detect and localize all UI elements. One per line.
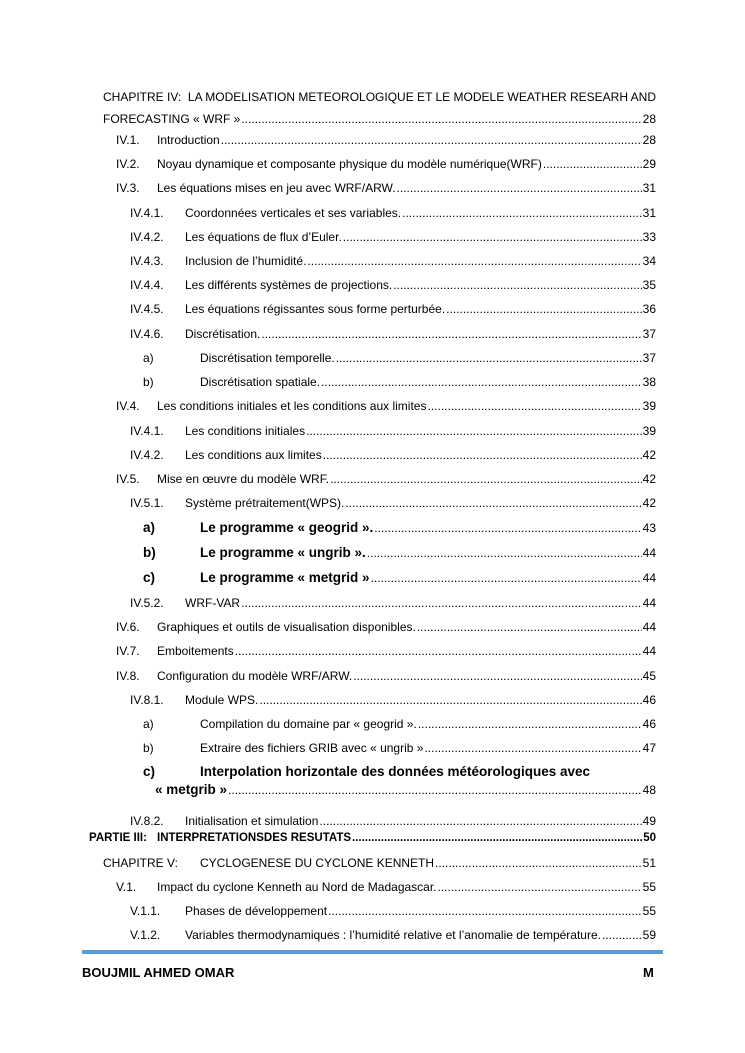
leader-dots	[328, 904, 642, 919]
leader-dots	[371, 571, 642, 586]
toc-page: 44	[642, 546, 656, 560]
toc-entry[interactable]	[130, 814, 656, 829]
toc-number: IV.4.	[116, 399, 140, 413]
leader-dots	[353, 669, 641, 684]
toc-number: V.1.2.	[130, 928, 161, 942]
toc-entry[interactable]	[116, 669, 656, 684]
toc-number: IV.1.	[116, 133, 140, 147]
toc-page: 44	[642, 571, 656, 585]
toc-entry[interactable]	[143, 764, 656, 798]
toc-entry[interactable]	[103, 856, 656, 871]
toc-title: WRF-VAR	[185, 596, 241, 610]
toc-number: IV.4.1.	[130, 424, 164, 438]
toc-title: Discrétisation spatiale.	[200, 375, 321, 389]
toc-entry[interactable]	[130, 693, 656, 708]
toc-page: 55	[642, 880, 656, 894]
leader-dots	[259, 693, 641, 708]
toc-number: CHAPITRE V:	[103, 856, 178, 870]
toc-title: Les équations régissantes sous forme perturbée.	[185, 302, 446, 316]
toc-number: IV.8.1.	[130, 693, 164, 707]
toc-page: 44	[642, 644, 656, 658]
toc-title: Interpolation horizontale des données météorologiques avec	[200, 764, 591, 779]
toc-title: INTERPRETATIONSDES RESUTATS	[157, 832, 352, 844]
toc-page: 39	[642, 399, 656, 413]
toc-entry[interactable]	[130, 904, 656, 919]
toc-entry[interactable]	[130, 424, 656, 439]
toc-title: Emboitements	[157, 644, 234, 658]
leader-dots	[393, 278, 641, 293]
toc-page: 44	[642, 620, 656, 634]
toc-title: Configuration du modèle WRF/ARW.	[157, 669, 353, 683]
toc-number: a)	[143, 520, 156, 535]
toc-number: IV.4.5.	[130, 302, 164, 316]
toc-page: 46	[642, 693, 656, 707]
toc-number: IV.8.	[116, 669, 140, 683]
toc-number: a)	[143, 717, 154, 731]
toc-entry[interactable]	[116, 157, 656, 172]
toc-title: Introduction	[157, 133, 220, 147]
toc-title: Les équations de flux d’Euler.	[185, 230, 342, 244]
toc-title: Impact du cyclone Kenneth au Nord de Madagascar.	[157, 880, 437, 894]
toc-number: IV.4.3.	[130, 254, 164, 268]
leader-dots	[424, 741, 641, 756]
toc-entry[interactable]	[116, 399, 656, 414]
toc-page: 31	[642, 206, 656, 220]
leader-dots	[345, 496, 641, 511]
toc-title: Les conditions initiales et les conditions aux limites	[157, 399, 427, 413]
toc-page: 37	[642, 327, 656, 341]
toc-number: IV.6.	[116, 620, 140, 634]
toc-page: 42	[642, 472, 656, 486]
toc-page: 44	[642, 596, 656, 610]
leader-dots	[374, 521, 641, 536]
toc-number: c)	[143, 764, 156, 779]
toc-title-continued: FORECASTING « WRF »	[103, 112, 241, 126]
toc-number: IV.5.1.	[130, 496, 164, 510]
leader-dots	[343, 230, 642, 245]
leader-dots	[330, 472, 642, 487]
toc-entry[interactable]	[89, 831, 656, 846]
toc-entry[interactable]	[130, 278, 656, 293]
leader-dots	[319, 814, 641, 829]
footer-page-mark: M	[643, 965, 654, 980]
toc-number: IV.3.	[116, 181, 140, 195]
leader-dots	[397, 181, 642, 196]
toc-page: 28	[642, 133, 656, 147]
toc-entry[interactable]	[130, 254, 656, 269]
footer-divider	[82, 950, 663, 954]
leader-dots	[235, 644, 642, 659]
toc-number: IV.5.	[116, 472, 140, 486]
toc-number: V.1.1.	[130, 904, 161, 918]
leader-dots	[307, 254, 641, 269]
leader-dots	[323, 448, 642, 463]
toc-number: IV.4.2.	[130, 448, 164, 462]
toc-page: 37	[642, 351, 656, 365]
leader-dots	[336, 351, 642, 366]
toc-entry[interactable]	[116, 181, 656, 196]
toc-page: 35	[642, 278, 656, 292]
toc-entry[interactable]	[116, 133, 656, 148]
toc-entry[interactable]	[130, 230, 656, 245]
leader-dots	[306, 424, 642, 439]
footer-author: BOUJMIL AHMED OMAR	[82, 965, 235, 980]
toc-page: 46	[642, 717, 656, 731]
toc-title: Discrétisation.	[185, 327, 261, 341]
toc-entry[interactable]	[130, 928, 656, 943]
toc-number: IV.4.6.	[130, 327, 164, 341]
leader-dots	[241, 112, 641, 127]
toc-entry[interactable]	[116, 620, 656, 635]
toc-title: Graphiques et outils de visualisation disponibles.	[157, 620, 416, 634]
leader-dots	[321, 375, 642, 390]
toc-title: Le programme « geogrid ».	[200, 520, 374, 535]
leader-dots	[367, 546, 642, 561]
toc-title-continued: « metgrib »	[155, 782, 228, 797]
toc-number: IV.5.2.	[130, 596, 164, 610]
toc-entry[interactable]	[103, 90, 656, 127]
leader-dots	[438, 880, 642, 895]
toc-entry[interactable]	[143, 520, 656, 536]
leader-dots	[228, 783, 642, 798]
leader-dots	[418, 717, 642, 732]
toc-entry[interactable]	[130, 327, 656, 342]
toc-number: CHAPITRE IV:	[103, 90, 182, 104]
leader-dots	[427, 399, 641, 414]
toc-entry[interactable]	[116, 472, 656, 487]
toc-page: 31	[642, 181, 656, 195]
toc-number: IV.8.2.	[130, 814, 164, 828]
leader-dots	[435, 856, 642, 871]
toc-number: V.1.	[116, 880, 137, 894]
toc-number: IV.4.2.	[130, 230, 164, 244]
toc-number: b)	[143, 545, 156, 560]
toc-page: 47	[642, 741, 656, 755]
toc-page: 50	[643, 832, 656, 844]
leader-dots	[402, 206, 642, 221]
toc-page: 45	[642, 669, 656, 683]
toc-page: 49	[642, 814, 656, 828]
toc-page: 36	[642, 302, 656, 316]
toc-page: 51	[642, 856, 656, 870]
toc-title: Variables thermodynamiques : l’humidité relative et l’anomalie de température.	[185, 928, 601, 942]
toc-title: Les conditions aux limites	[185, 448, 322, 462]
toc-entry[interactable]	[130, 596, 656, 611]
toc-title: Inclusion de l’humidité.	[185, 254, 307, 268]
toc-entry[interactable]	[143, 351, 656, 366]
toc-number: b)	[143, 741, 154, 755]
toc-page: 42	[642, 496, 656, 510]
toc-title: Système prétraitement(WPS).	[185, 496, 345, 510]
toc-title: LA MODELISATION METEOROLOGIQUE ET LE MODELE WEATHER RESEARH AND	[187, 90, 656, 104]
toc-page: 29	[642, 157, 656, 171]
toc-entry[interactable]	[130, 496, 656, 511]
toc-page: 59	[642, 928, 656, 942]
toc-entry[interactable]	[143, 717, 656, 732]
toc-number: b)	[143, 375, 154, 389]
toc-title: CYCLOGENESE DU CYCLONE KENNETH	[200, 856, 435, 870]
toc-number: IV.7.	[116, 644, 140, 658]
toc-entry[interactable]	[143, 570, 656, 586]
leader-dots	[543, 157, 642, 172]
toc-title: Mise en œuvre du modèle WRF.	[157, 472, 330, 486]
toc-page: 42	[642, 448, 656, 462]
toc-page: 33	[642, 230, 656, 244]
toc-entry[interactable]	[143, 375, 656, 390]
toc-title: Discrétisation temporelle.	[200, 351, 335, 365]
toc-entry[interactable]	[130, 206, 656, 221]
leader-dots	[261, 327, 641, 342]
toc-entry[interactable]	[143, 545, 656, 561]
leader-dots	[417, 620, 642, 635]
toc-page: 43	[642, 521, 656, 535]
toc-title: Module WPS.	[185, 693, 259, 707]
toc-number: PARTIE III:	[89, 832, 147, 844]
toc-page: 39	[642, 424, 656, 438]
toc-title: Le programme « metgrid »	[200, 570, 370, 585]
toc-entry[interactable]	[130, 448, 656, 463]
toc-page: 34	[642, 254, 656, 268]
toc-page: 55	[642, 904, 656, 918]
toc-title: Coordonnées verticales et ses variables.	[185, 206, 402, 220]
toc-page: 38	[642, 375, 656, 389]
toc-number: IV.4.1.	[130, 206, 164, 220]
leader-dots	[602, 928, 642, 943]
toc-title: Les conditions initiales	[185, 424, 306, 438]
toc-entry[interactable]	[130, 302, 656, 317]
toc-entry[interactable]	[116, 644, 656, 659]
leader-dots	[446, 302, 641, 317]
toc-number: IV.4.4.	[130, 278, 164, 292]
toc-title: Les différents systèmes de projections.	[185, 278, 393, 292]
toc-entry[interactable]	[143, 741, 656, 756]
toc-title: Initialisation et simulation	[185, 814, 319, 828]
toc-title: Compilation du domaine par « geogrid ».	[200, 717, 417, 731]
toc-title: Noyau dynamique et composante physique du modèle numérique(WRF)	[157, 157, 542, 171]
toc-title: Extraire des fichiers GRIB avec « ungrib »	[200, 741, 424, 755]
toc-entry[interactable]	[116, 880, 656, 895]
toc-number: c)	[143, 570, 156, 585]
toc-title: Phases de développement	[185, 904, 328, 918]
leader-dots	[221, 133, 642, 148]
toc-page: 28	[642, 112, 656, 126]
toc-page: 48	[642, 783, 656, 797]
toc-title: Les équations mises en jeu avec WRF/ARW.	[157, 181, 396, 195]
toc-number: a)	[143, 351, 154, 365]
toc-number: IV.2.	[116, 157, 140, 171]
toc-title: Le programme « ungrib ».	[200, 545, 366, 560]
leader-dots	[241, 596, 642, 611]
leader-dots	[352, 831, 642, 846]
